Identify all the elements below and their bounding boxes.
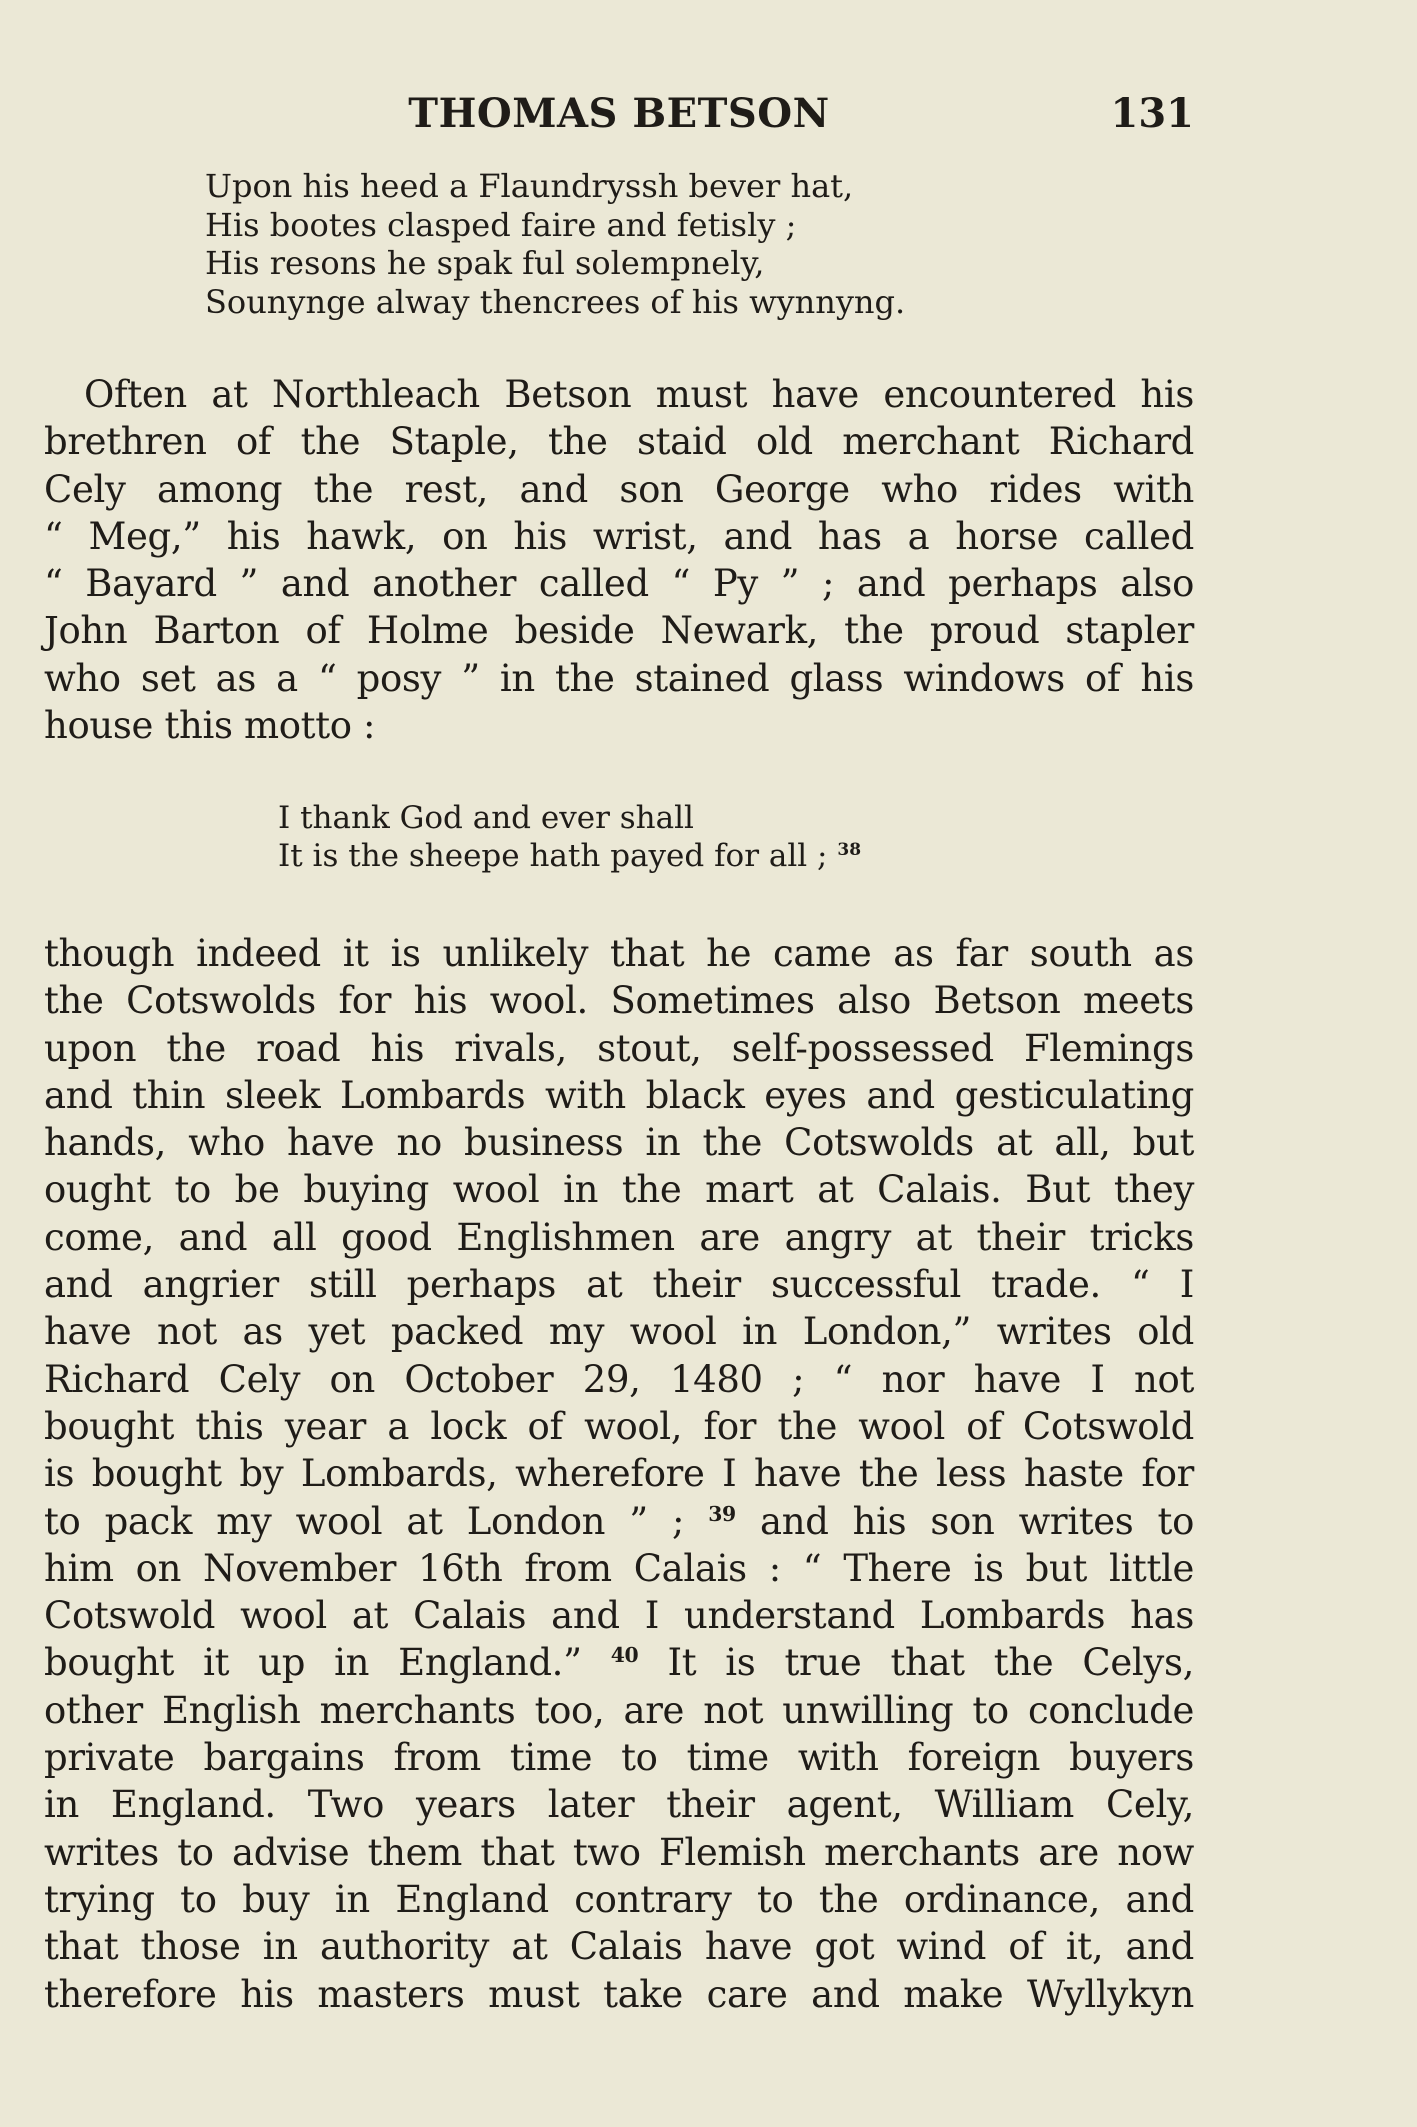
page-number: 131 bbox=[1110, 90, 1194, 137]
running-head bbox=[44, 90, 1194, 150]
text-line: hands, who have no business in the Cotswolds at all, but bbox=[44, 1121, 1194, 1165]
text-line: John Barton of Holme beside Newark, the proud stapler bbox=[44, 609, 1194, 653]
text-line: that those in authority at Calais have got wind of it, and bbox=[44, 1925, 1194, 1969]
text-line: bought this year a lock of wool, for the wool of Cotswold bbox=[44, 1404, 1194, 1448]
running-title: THOMAS BETSON bbox=[408, 90, 830, 137]
text-line: therefore his masters must take care and make Wyllykyn bbox=[44, 1972, 1194, 2016]
text-line: ought to be buying wool in the mart at Calais. But they bbox=[44, 1168, 1194, 1212]
text-line: Cely among the rest, and son George who rides with bbox=[44, 467, 1194, 511]
verse-line: His resons he spak ful solempnely, bbox=[205, 244, 765, 282]
verse-text: It is the sheepe hath payed for all ; bbox=[278, 838, 828, 874]
verse-line bbox=[278, 837, 1038, 875]
text-line: brethren of the Staple, the staid old merchant Richard bbox=[44, 420, 1194, 464]
text-line: him on November 16th from Calais : “ There is but little bbox=[44, 1546, 1194, 1590]
text-line: and thin sleek Lombards with black eyes and gesticulating bbox=[44, 1073, 1194, 1117]
text-line: in England. Two years later their agent, William Cely, bbox=[44, 1783, 1194, 1827]
verse-line: His bootes clasped faire and fetisly ; bbox=[205, 205, 797, 244]
text-line: and angrier still perhaps at their successful trade. “ I bbox=[44, 1263, 1194, 1307]
text-line: come, and all good Englishmen are angry at their tricks bbox=[44, 1215, 1194, 1259]
text-line: Cotswold wool at Calais and I understand Lombards has bbox=[44, 1594, 1194, 1638]
text-line: the Cotswolds for his wool. Sometimes also Betson meets bbox=[44, 979, 1194, 1023]
text-line: trying to buy in England contrary to the ordinance, and bbox=[44, 1877, 1194, 1921]
verse-quotation-chaucer bbox=[205, 167, 1105, 321]
text-line: “ Meg,” his hawk, on his wrist, and has a horse called bbox=[44, 514, 1194, 558]
text-line: is bought by Lombards, wherefore I have the less haste for bbox=[44, 1452, 1194, 1496]
footnote-ref: 40 bbox=[610, 1643, 639, 1668]
footnote-ref: 39 bbox=[708, 1501, 736, 1526]
text-segment: and his son writes to bbox=[735, 1499, 1195, 1543]
verse-line: I thank God and ever shall bbox=[278, 800, 694, 836]
text-segment: bought it up in England.” bbox=[44, 1641, 582, 1685]
footnote-ref: 38 bbox=[837, 839, 862, 860]
text-line: writes to advise them that two Flemish merchants are now bbox=[44, 1830, 1194, 1874]
paragraph-cotswolds bbox=[44, 930, 1194, 2018]
text-line: who set as a “ posy ” in the stained glass windows of his bbox=[44, 656, 1194, 700]
text-segment: It is true that the Celys, bbox=[638, 1641, 1194, 1685]
text-line: “ Bayard ” and another called “ Py ” ; and perhaps also bbox=[44, 562, 1194, 606]
text-segment: to pack my wool at London ” ; bbox=[44, 1499, 685, 1543]
text-line bbox=[44, 1498, 1194, 1545]
text-line: house this motto : bbox=[44, 704, 376, 748]
text-line: upon the road his rivals, stout, self-possessed Flemings bbox=[44, 1026, 1194, 1070]
text-line: Richard Cely on October 29, 1480 ; “ nor have I not bbox=[44, 1357, 1194, 1401]
text-line: have not as yet packed my wool in London,” writes old bbox=[44, 1310, 1194, 1354]
verse-quotation-motto bbox=[278, 799, 1038, 875]
text-line bbox=[44, 1639, 1194, 1686]
verse-line: Upon his heed a Flaundryssh bever hat, bbox=[205, 167, 854, 205]
text-line: though indeed it is unlikely that he came as far south as bbox=[44, 932, 1194, 975]
paragraph-northleach bbox=[44, 371, 1194, 749]
text-line: private bargains from time to time with foreign buyers bbox=[44, 1736, 1194, 1780]
text-line: Often at Northleach Betson must have encountered his bbox=[84, 373, 1194, 416]
verse-line: Sounynge alway thencrees of his wynnyng. bbox=[205, 282, 906, 321]
text-line: other English merchants too, are not unwilling to conclude bbox=[44, 1688, 1194, 1732]
